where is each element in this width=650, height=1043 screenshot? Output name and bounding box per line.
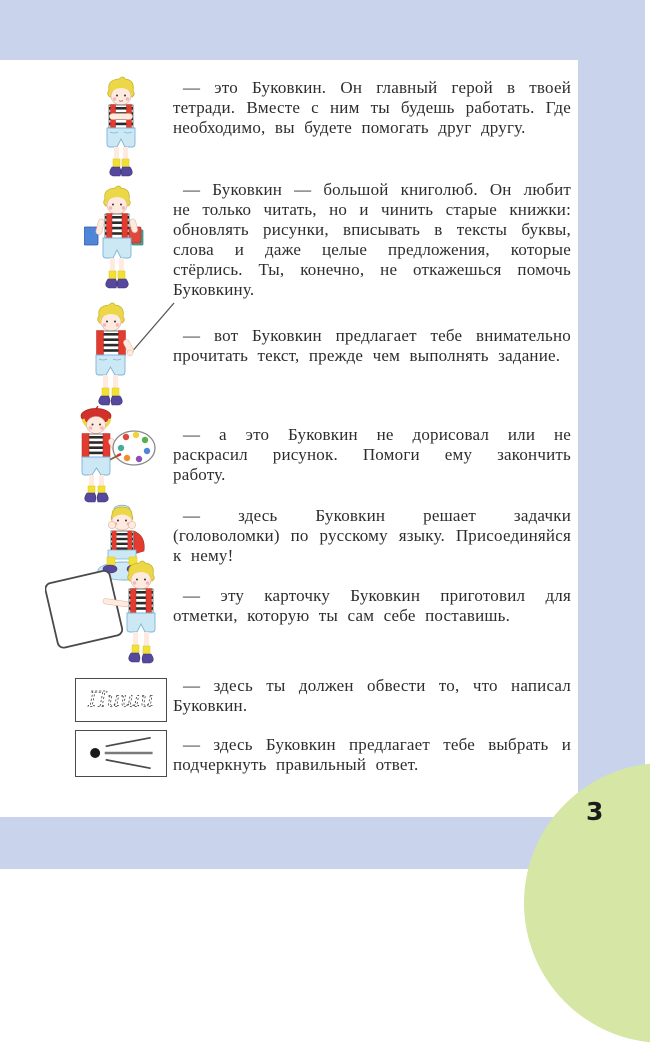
- trace-word-text: Пиши: [88, 687, 154, 712]
- legend-text-choose-answer: — здесь Буковкин предлагает тебе выбрать и подчеркнуть правильный ответ.: [173, 735, 571, 774]
- bukovkin-artist-icon: [74, 406, 159, 506]
- legend-text-puzzles: — здесь Буковкин решает задачки (головоломки) по русскому языку. Присоединяйся к нему!: [173, 506, 571, 565]
- frame-top: [0, 0, 645, 60]
- legend-text-artist: — а это Буковкин не дорисовал или не раскрасил рисунок. Помоги ему закончить работу.: [173, 425, 571, 484]
- bukovkin-standing-icon: [92, 76, 150, 180]
- choose-answer-icon: [76, 731, 166, 776]
- bukovkin-with-card-icon: [45, 558, 175, 666]
- trace-word-box: [75, 678, 167, 722]
- legend-text-standing: — это Буковкин. Он главный герой в твоей тетради. Вместе с ним ты будешь работать. Где необходимо, вы будете помогать друг другу.: [173, 78, 571, 137]
- trace-word-icon: [76, 679, 166, 721]
- legend-text-pointer: — вот Буковкин предлагает тебе внимательно прочитать текст, прежде чем выполнять задание.: [173, 326, 571, 365]
- legend-text-mark-card: — эту карточку Буковкин приготовил для отметки, которую ты сам себе поставишь.: [173, 586, 571, 625]
- bukovkin-with-card-illustration: [45, 558, 175, 671]
- frame-right: [578, 0, 645, 817]
- page-number: 3: [586, 797, 604, 826]
- bukovkin-with-books-illustration: [84, 183, 150, 298]
- bukovkin-standing-illustration: [92, 76, 150, 185]
- bukovkin-with-books-icon: [84, 183, 150, 293]
- legend-text-books: — Буковкин — большой книголюб. Он любит не только читать, но и чинить старые книжки: обновлять рисунки, вписывать в тексты буквы, слова и даже целые предложения, которые стёрлись. Ты, конечно, не откажешься помочь Буковкину.: [173, 180, 571, 299]
- bukovkin-with-pointer-icon: [82, 296, 177, 406]
- legend-text-trace: — здесь ты должен обвести то, что написал Буковкин.: [173, 676, 571, 715]
- bukovkin-artist-illustration: [74, 406, 159, 511]
- choose-answer-box: [75, 730, 167, 777]
- bukovkin-with-pointer-illustration: [82, 296, 177, 411]
